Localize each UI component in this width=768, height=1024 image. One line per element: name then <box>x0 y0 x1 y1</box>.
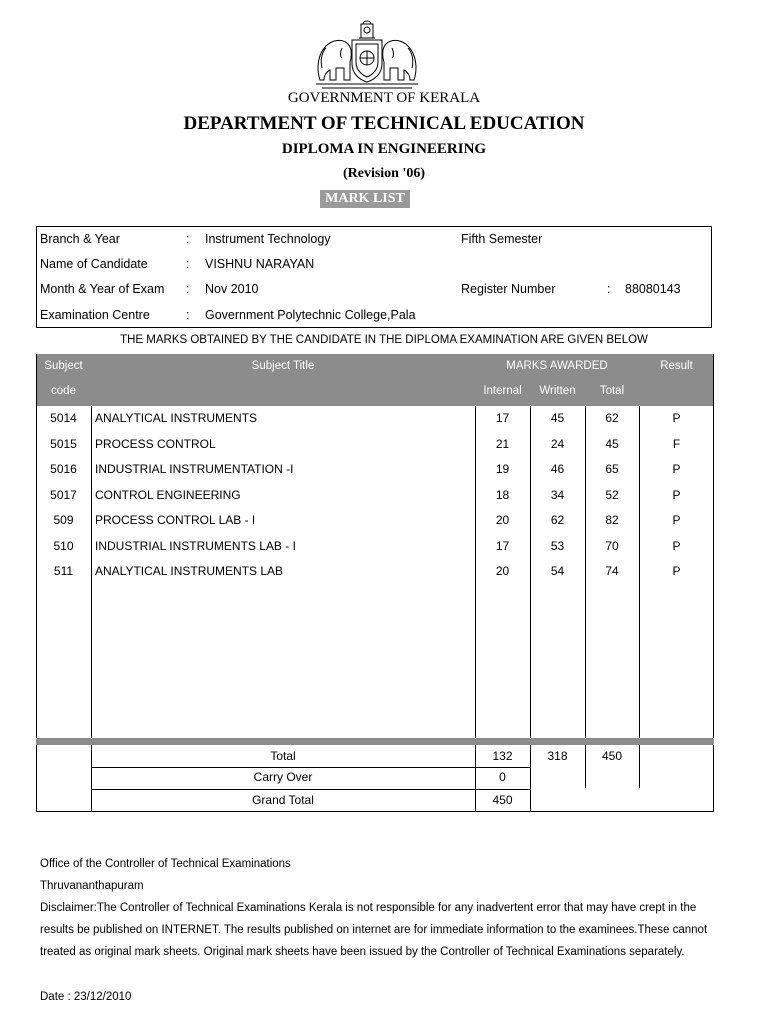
mark-list-badge: MARK LIST <box>320 190 410 208</box>
result-value: F <box>672 436 681 451</box>
grand-total-value: 450 <box>492 793 513 807</box>
colon: : <box>186 308 190 322</box>
colon: : <box>607 282 611 296</box>
grand-total-label: Grand Total <box>252 793 314 807</box>
exam-value: Nov 2010 <box>205 282 259 296</box>
total-header: Total <box>599 385 625 397</box>
subject-title: ANALYTICAL INSTRUMENTS <box>95 411 258 425</box>
subject-code: 511 <box>53 564 74 578</box>
subject-title: PROCESS CONTROL <box>95 436 216 451</box>
subject-title: PROCESS CONTROL LAB - I <box>95 513 256 527</box>
result-value: P <box>672 564 681 578</box>
internal-marks: 21 <box>495 436 510 451</box>
written-marks: 34 <box>550 487 565 502</box>
colon: : <box>186 232 190 246</box>
written-marks: 54 <box>550 564 565 578</box>
subject-title: CONTROL ENGINEERING <box>95 487 241 502</box>
semester-value: Fifth Semester <box>461 232 543 246</box>
total-marks: 62 <box>605 411 619 425</box>
internal-marks: 20 <box>495 513 510 527</box>
internal-header: Internal <box>483 385 522 397</box>
subject-code: 510 <box>53 538 74 553</box>
subject-header: Subject <box>44 360 83 372</box>
colon: : <box>186 282 190 296</box>
subject-title: ANALYTICAL INSTRUMENTS LAB <box>95 564 284 578</box>
branch-label: Branch & Year <box>40 232 120 246</box>
written-marks: 24 <box>550 436 565 451</box>
subject-code: 509 <box>53 513 74 527</box>
internal-marks: 17 <box>495 411 510 425</box>
marks-intro-text: THE MARKS OBTAINED BY THE CANDIDATE IN THE DIPLOMA EXAMINATION ARE GIVEN BELOW <box>120 334 648 346</box>
total-written: 318 <box>547 749 568 763</box>
result-value: P <box>672 538 681 553</box>
carry-over-label: Carry Over <box>253 770 313 784</box>
centre-value: Government Polytechnic College,Pala <box>205 308 416 322</box>
centre-label: Examination Centre <box>40 308 150 322</box>
result-header: Result <box>660 360 693 372</box>
register-label: Register Number <box>461 282 556 296</box>
result-value: P <box>672 513 681 527</box>
carry-over-value: 0 <box>499 770 506 784</box>
candidate-info-box <box>36 226 712 328</box>
controller-office: Office of the Controller of Technical Examinations <box>40 858 291 870</box>
total-marks: 65 <box>605 462 619 476</box>
total-marks: 70 <box>605 538 619 553</box>
subject-title-header: Subject Title <box>251 360 315 372</box>
office-city: Thruvananthapuram <box>40 880 144 892</box>
subject-title: INDUSTRIAL INSTRUMENTATION -I <box>95 462 294 476</box>
subject-code: 5017 <box>50 487 77 502</box>
name-value: VISHNU NARAYAN <box>205 257 315 271</box>
disclaimer-text: Disclaimer:The Controller of Technical Examinations Kerala is not responsible for any inadvertent error that may have crept in the results be published on INTERNET. The results published on internet are for immediate information to the examinees.These cannot treated as original mark sheets. Original mark sheets have been issued by the Controller of Technical Examinations separately. <box>40 902 708 958</box>
result-value: P <box>672 411 681 425</box>
program-title: DIPLOMA IN ENGINEERING <box>281 141 487 157</box>
subject-code: 5016 <box>50 462 77 476</box>
subject-code: 5015 <box>50 436 77 451</box>
issue-date: Date : 23/12/2010 <box>40 991 132 1003</box>
register-value: 88080143 <box>625 282 681 296</box>
total-marks: 52 <box>605 487 619 502</box>
internal-marks: 19 <box>495 462 510 476</box>
total-internal: 132 <box>492 749 513 763</box>
revision-label: (Revision '06) <box>342 166 426 181</box>
written-marks: 45 <box>550 411 565 425</box>
written-marks: 62 <box>550 513 565 527</box>
table-separator-band <box>36 738 714 745</box>
result-value: P <box>672 487 681 502</box>
result-value: P <box>672 462 681 476</box>
marks-awarded-header: MARKS AWARDED <box>506 360 608 372</box>
written-marks: 53 <box>550 538 565 553</box>
total-label: Total <box>270 749 296 763</box>
marks-table <box>36 354 714 812</box>
internal-marks: 17 <box>495 538 510 553</box>
internal-marks: 20 <box>495 564 510 578</box>
department-title: DEPARTMENT OF TECHNICAL EDUCATION <box>183 113 585 134</box>
total-marks: 45 <box>605 436 619 451</box>
total-total: 450 <box>601 749 623 763</box>
branch-value: Instrument Technology <box>205 232 331 246</box>
total-marks: 74 <box>605 564 619 578</box>
exam-label: Month & Year of Exam <box>40 282 165 296</box>
name-label: Name of Candidate <box>40 257 148 271</box>
code-header: code <box>51 385 76 397</box>
subject-code: 5014 <box>50 411 77 425</box>
government-title: GOVERNMENT OF KERALA <box>287 90 481 106</box>
internal-marks: 18 <box>495 487 510 502</box>
written-marks: 46 <box>550 462 565 476</box>
written-header: Written <box>539 385 576 397</box>
colon: : <box>186 257 190 271</box>
total-marks: 82 <box>605 513 619 527</box>
kerala-emblem-icon <box>312 18 422 94</box>
subject-title: INDUSTRIAL INSTRUMENTS LAB - I <box>95 538 296 553</box>
